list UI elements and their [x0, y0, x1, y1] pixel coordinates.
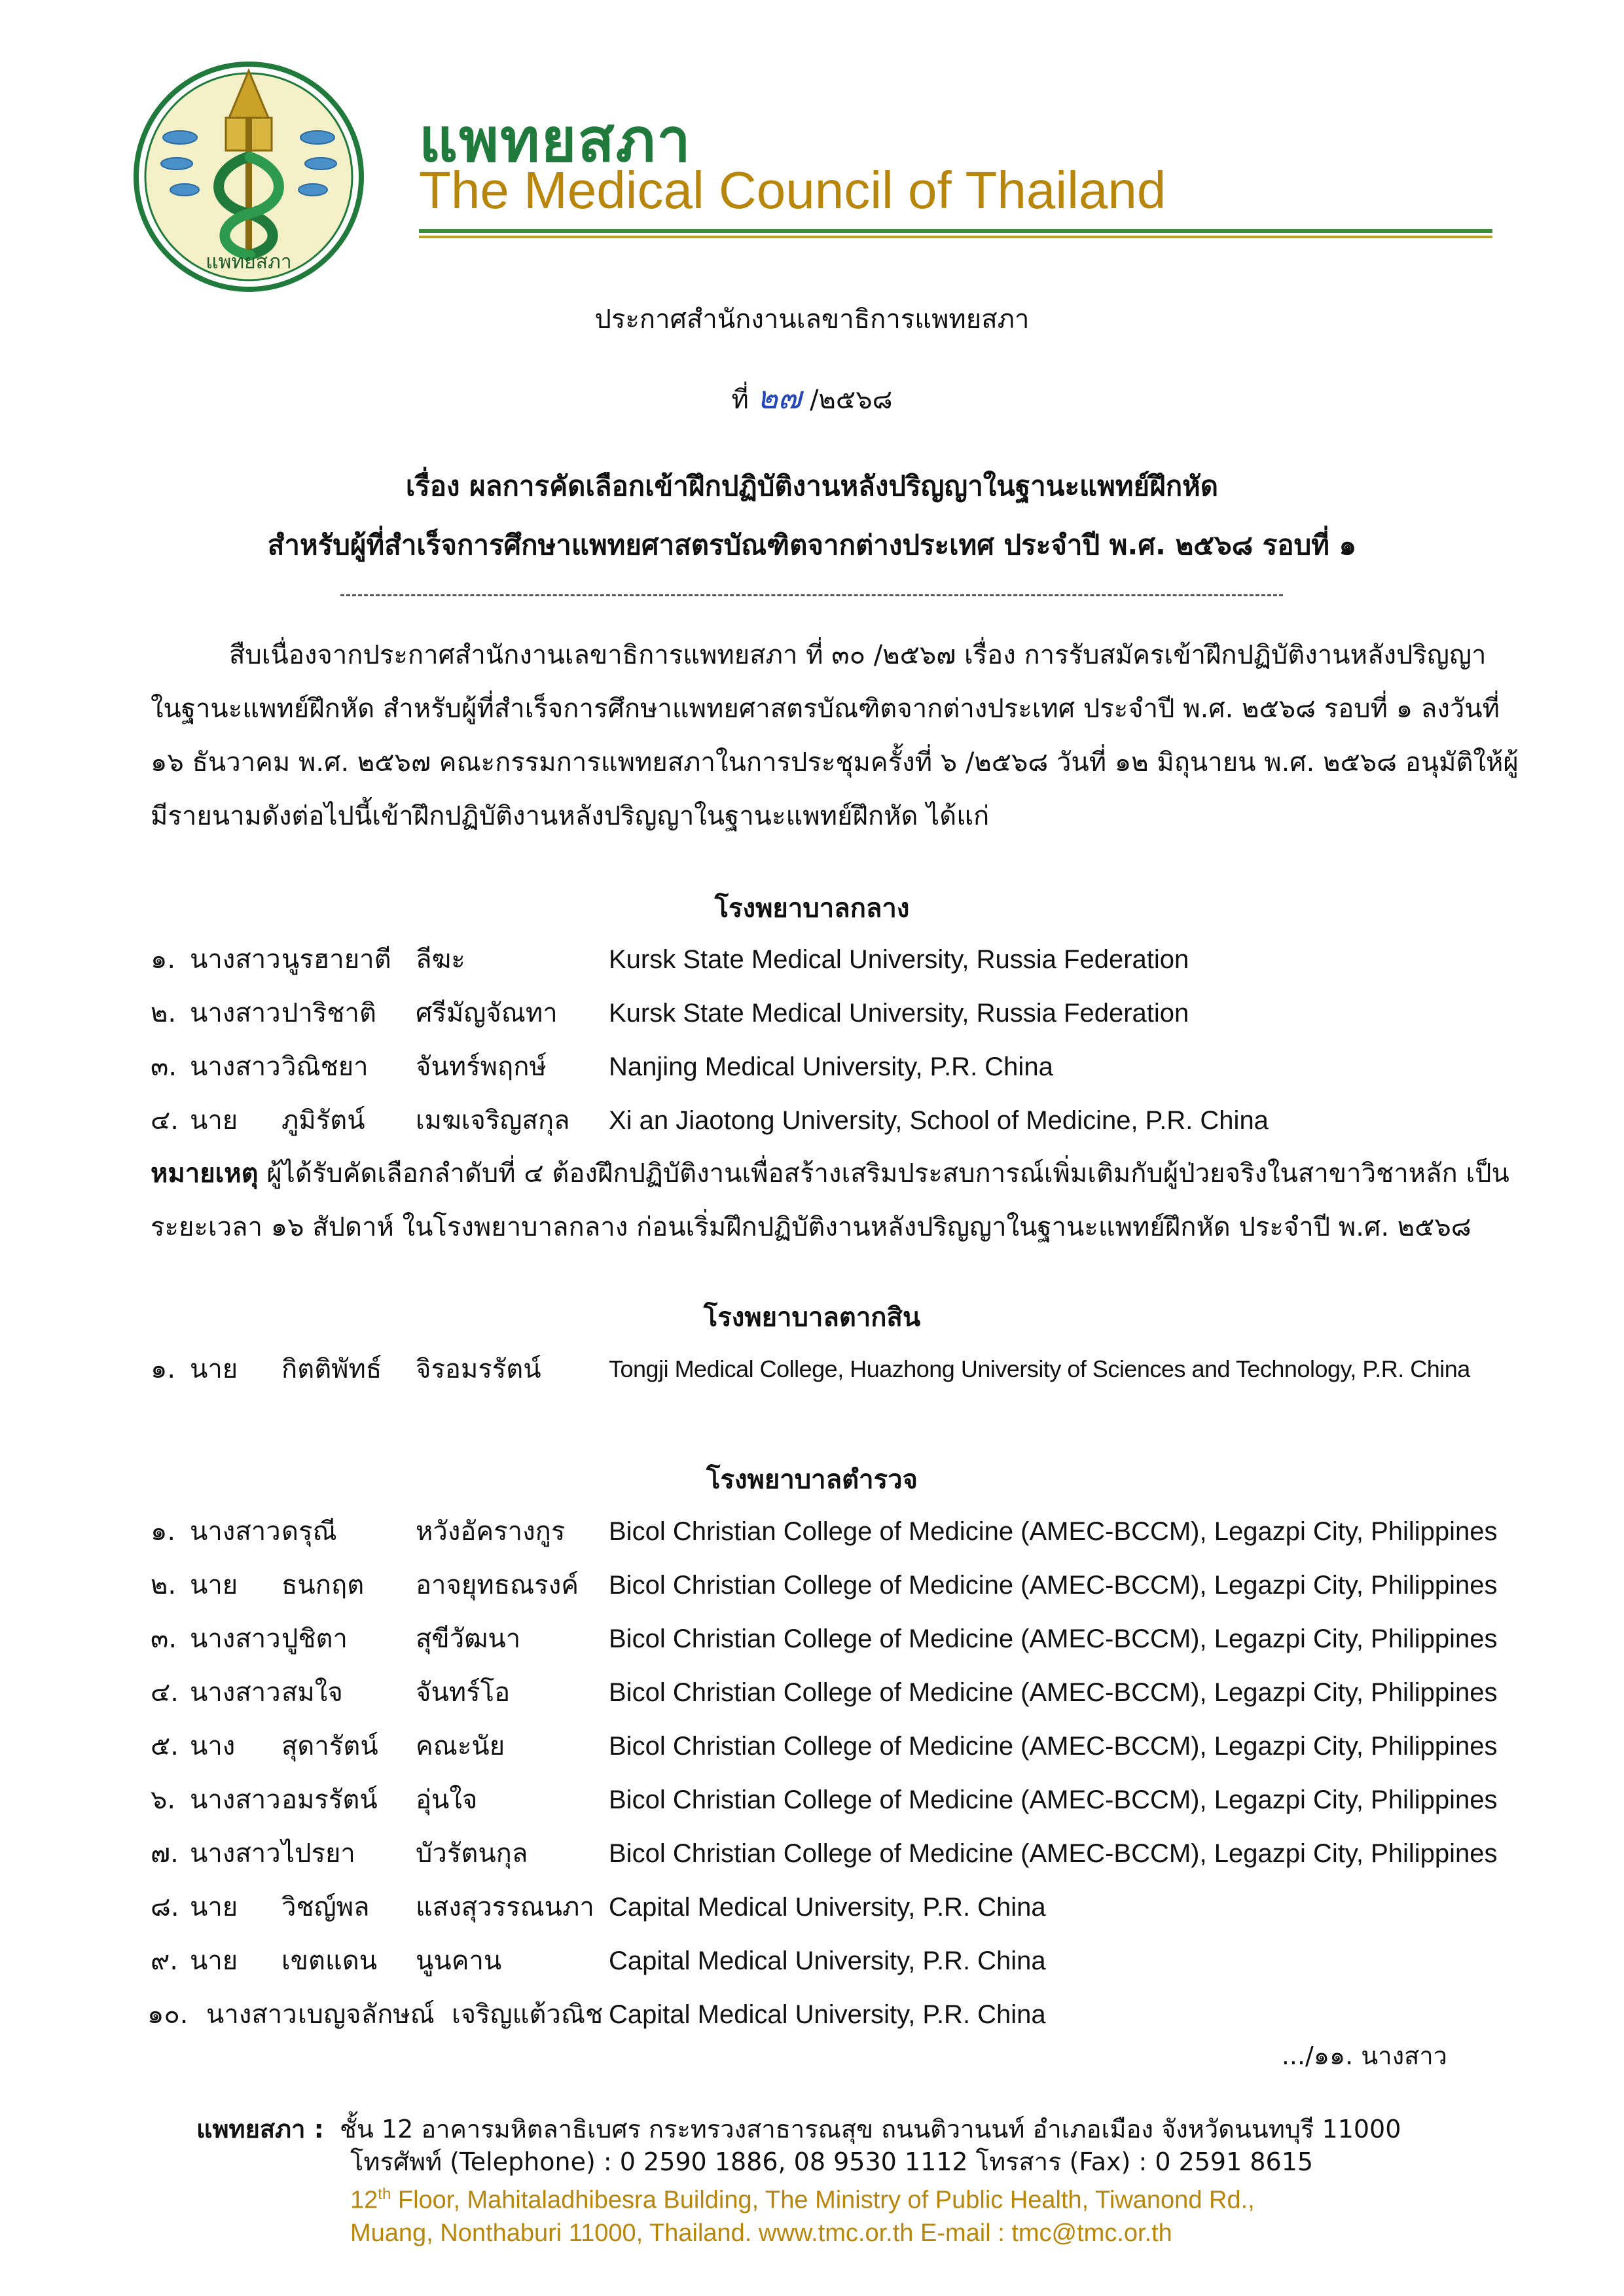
item-university: Tongji Medical College, Huazhong University of Sciences and Technology, P.R. China: [609, 1355, 1470, 1382]
subject-line-1: เรื่อง ผลการคัดเลือกเข้าฝึกปฏิบัติงานหลังปริญญาในฐานะแพทย์ฝึกหัด: [405, 470, 1219, 502]
item-first-name: สมใจ: [281, 1677, 343, 1708]
item-title: นางสาว: [190, 944, 281, 975]
item-title: นางสาว: [190, 1516, 281, 1547]
item-title: นางสาว: [190, 998, 281, 1028]
item-first-name: อมรรัตน์: [281, 1785, 378, 1815]
item-university: Bicol Christian College of Medicine (AMEC-BCCM), Legazpi City, Philippines: [609, 1624, 1498, 1653]
item-last-name: อาจยุทธณรงค์: [416, 1570, 579, 1600]
item-title: นาง: [190, 1731, 236, 1761]
item-last-name: แสงสุวรรณนภา: [416, 1892, 594, 1922]
item-first-name: ไปรยา: [281, 1839, 355, 1869]
item-first-name: เบญจลักษณ์: [298, 2000, 435, 2030]
remark-line: [151, 1147, 1509, 1200]
item-title: นาย: [190, 1892, 238, 1922]
item-title: นางสาว: [190, 1624, 281, 1654]
footer-floor-number: 12: [350, 2186, 378, 2214]
number-prefix: ที่: [731, 385, 749, 415]
letterhead-rule-green: [419, 229, 1492, 233]
intro-line: ๑๖ ธันวาคม พ.ศ. ๒๕๖๗ คณะกรรมการแพทยสภาในการประชุมครั้งที่ ๖ /๒๕๖๘ วันที่ ๑๒ มิถุนายน พ.ศ. ๒๕๖๘ อนุมัติให้ผู้: [151, 747, 1519, 778]
item-university: Bicol Christian College of Medicine (AMEC-BCCM), Legazpi City, Philippines: [609, 1839, 1498, 1868]
remark-note: [151, 1147, 1509, 1254]
item-number: ๑.: [151, 944, 176, 975]
item-number: ๙.: [151, 1946, 179, 1976]
item-title: นางสาว: [190, 1052, 281, 1082]
item-title: นางสาว: [190, 1677, 281, 1708]
footer-address-en-rest: Floor, Mahitaladhibesra Building, The Ministry of Public Health, Tiwanond Rd.,: [391, 2186, 1255, 2214]
item-title: นางสาว: [190, 1785, 281, 1815]
item-number: ๘.: [151, 1892, 179, 1922]
item-first-name: วิณิชยา: [281, 1052, 369, 1082]
item-last-name: จันทร์พฤกษ์: [416, 1052, 547, 1082]
item-university: Bicol Christian College of Medicine (AMEC-BCCM), Legazpi City, Philippines: [609, 1732, 1498, 1761]
medical-council-seal-logo: [131, 59, 367, 295]
item-first-name: เขตแดน: [281, 1946, 378, 1976]
item-first-name: กิตติพัทธ์: [281, 1354, 382, 1384]
footer-address: [196, 2113, 1401, 2250]
item-number: ๔.: [151, 1105, 179, 1136]
item-last-name: นูนคาน: [416, 1946, 502, 1976]
item-first-name: ปาริชาติ: [281, 998, 376, 1028]
seal-text: แพทยสภา: [206, 251, 292, 274]
item-title: นาย: [190, 1105, 238, 1136]
footer-address-th: ชั้น 12 อาคารมหิตลาธิเบศร กระทรวงสาธารณสุข ถนนติวานนท์ อำเภอเมือง จังหวัดนนทบุรี 11000: [340, 2115, 1401, 2144]
intro-paragraph: [151, 628, 1519, 843]
item-last-name: หวังอัครางกูร: [416, 1516, 566, 1547]
continuation-marker: .../๑๑. นางสาว: [1281, 2041, 1447, 2070]
intro-line: สืบเนื่องจากประกาศสำนักงานเลขาธิการแพทยสภา ที่ ๓๐ /๒๕๖๗ เรื่อง การรับสมัครเข้าฝึกปฏิบัติงานหลังปริญญา: [229, 640, 1487, 670]
item-university: Kursk State Medical University, Russia Federation: [609, 999, 1189, 1028]
item-first-name: นูรฮายาตี: [281, 944, 391, 975]
item-title: นาย: [190, 1946, 238, 1976]
item-last-name: สุขีวัฒนา: [416, 1624, 521, 1654]
item-first-name: วิชญ์พล: [281, 1892, 370, 1922]
hospital-heading: โรงพยาบาลกลาง: [714, 893, 910, 924]
item-last-name: คณะนัย: [416, 1731, 505, 1761]
item-last-name: จันทร์โอ: [416, 1677, 511, 1708]
item-number: ๒.: [151, 1570, 177, 1600]
letterhead-rule-gold: [419, 236, 1492, 238]
item-title: นาย: [190, 1354, 238, 1384]
remark-label: หมายเหตุ: [151, 1158, 259, 1189]
hospital-heading: โรงพยาบาลตากสิน: [703, 1302, 921, 1333]
footer-address-en-1: [196, 2178, 1401, 2217]
announcement-number: [0, 373, 1624, 423]
item-number: ๓.: [151, 1052, 177, 1082]
item-number: ๗.: [151, 1839, 179, 1869]
item-university: Nanjing Medical University, P.R. China: [609, 1052, 1053, 1081]
announcement-issuer: ประกาศสำนักงานเลขาธิการแพทยสภา: [594, 304, 1030, 334]
item-last-name: ศรีมัญจัณทา: [416, 998, 558, 1028]
item-university: Capital Medical University, P.R. China: [609, 1946, 1046, 1975]
item-number: ๑๐.: [147, 2000, 189, 2030]
footer-address-en-2: Muang, Nonthaburi 11000, Thailand. www.tmc.or.th E-mail : tmc@tmc.or.th: [350, 2219, 1172, 2247]
item-number: ๒.: [151, 998, 177, 1028]
item-last-name: เมฆเจริญสกุล: [416, 1105, 570, 1136]
item-university: Capital Medical University, P.R. China: [609, 2000, 1046, 2029]
item-first-name: สุดารัตน์: [281, 1731, 378, 1761]
item-university: Kursk State Medical University, Russia Federation: [609, 945, 1189, 974]
hospital-heading: โรงพยาบาลตำรวจ: [706, 1465, 918, 1495]
item-university: Bicol Christian College of Medicine (AMEC-BCCM), Legazpi City, Philippines: [609, 1517, 1498, 1546]
footer-thai-address: [196, 2113, 1401, 2145]
item-university: Xi an Jiaotong University, School of Medicine, P.R. China: [609, 1106, 1269, 1135]
item-university: Capital Medical University, P.R. China: [609, 1893, 1046, 1922]
item-first-name: ดรุณี: [281, 1516, 337, 1547]
item-first-name: ธนกฤต: [281, 1570, 365, 1600]
handwritten-number: ๒๗: [757, 380, 802, 416]
footer-phone: โทรศัพท์ (Telephone) : 0 2590 1886, 08 9530 1112 โทรสาร (Fax) : 0 2591 8615: [350, 2147, 1314, 2176]
remark-text: ผู้ได้รับคัดเลือกลำดับที่ ๔ ต้องฝึกปฏิบัติงานเพื่อสร้างเสริมประสบการณ์เพิ่มเติมกับผู้ป่วยจริงในสาขาวิชาหลัก เป็น: [258, 1158, 1509, 1189]
separator-dashes: [340, 594, 1283, 596]
item-number: ๑.: [151, 1354, 176, 1384]
number-suffix: /๒๕๖๘: [810, 385, 893, 415]
footer-label: แพทยสภา :: [196, 2115, 324, 2144]
footer-floor-suffix: th: [378, 2185, 391, 2203]
org-name-thai: แพทยสภา: [419, 105, 692, 175]
item-number: ๔.: [151, 1677, 179, 1708]
item-last-name: เจริญแต้วณิช: [452, 2000, 604, 2030]
item-first-name: ปูชิตา: [281, 1624, 348, 1654]
item-last-name: จิรอมรรัตน์: [416, 1354, 541, 1384]
item-first-name: ภูมิรัตน์: [281, 1105, 365, 1136]
intro-line: มีรายนามดังต่อไปนี้เข้าฝึกปฏิบัติงานหลังปริญญาในฐานะแพทย์ฝึกหัด ได้แก่: [151, 801, 990, 831]
org-name-english: The Medical Council of Thailand: [419, 161, 1166, 219]
item-last-name: ลีฆะ: [416, 944, 465, 975]
item-title: นาย: [190, 1570, 238, 1600]
item-title: นางสาว: [190, 1839, 281, 1869]
item-number: ๕.: [151, 1731, 179, 1761]
intro-line: ในฐานะแพทย์ฝึกหัด สำหรับผู้ที่สำเร็จการศึกษาแพทยศาสตรบัณฑิตจากต่างประเทศ ประจำปี พ.ศ. ๒๕๖๘ รอบที่ ๑ ลงวันที่: [151, 694, 1500, 724]
subject-line-2: สำหรับผู้ที่สำเร็จการศึกษาแพทยศาสตรบัณฑิตจากต่างประเทศ ประจำปี พ.ศ. ๒๕๖๘ รอบที่ ๑: [267, 529, 1357, 561]
item-title: นางสาว: [206, 2000, 297, 2030]
item-university: Bicol Christian College of Medicine (AMEC-BCCM), Legazpi City, Philippines: [609, 1571, 1498, 1600]
remark-line: ระยะเวลา ๑๖ สัปดาห์ ในโรงพยาบาลกลาง ก่อนเริ่มฝึกปฏิบัติงานหลังปริญญาในฐานะแพทย์ฝึกหัด ประจำปี พ.ศ. ๒๕๖๘: [151, 1212, 1471, 1242]
item-number: ๖.: [151, 1785, 176, 1815]
item-last-name: บัวรัตนกุล: [416, 1839, 528, 1869]
item-university: Bicol Christian College of Medicine (AMEC-BCCM), Legazpi City, Philippines: [609, 1678, 1498, 1707]
item-number: ๓.: [151, 1624, 177, 1654]
item-last-name: อุ่นใจ: [416, 1785, 478, 1815]
item-university: Bicol Christian College of Medicine (AMEC-BCCM), Legazpi City, Philippines: [609, 1785, 1498, 1814]
item-number: ๑.: [151, 1516, 176, 1547]
